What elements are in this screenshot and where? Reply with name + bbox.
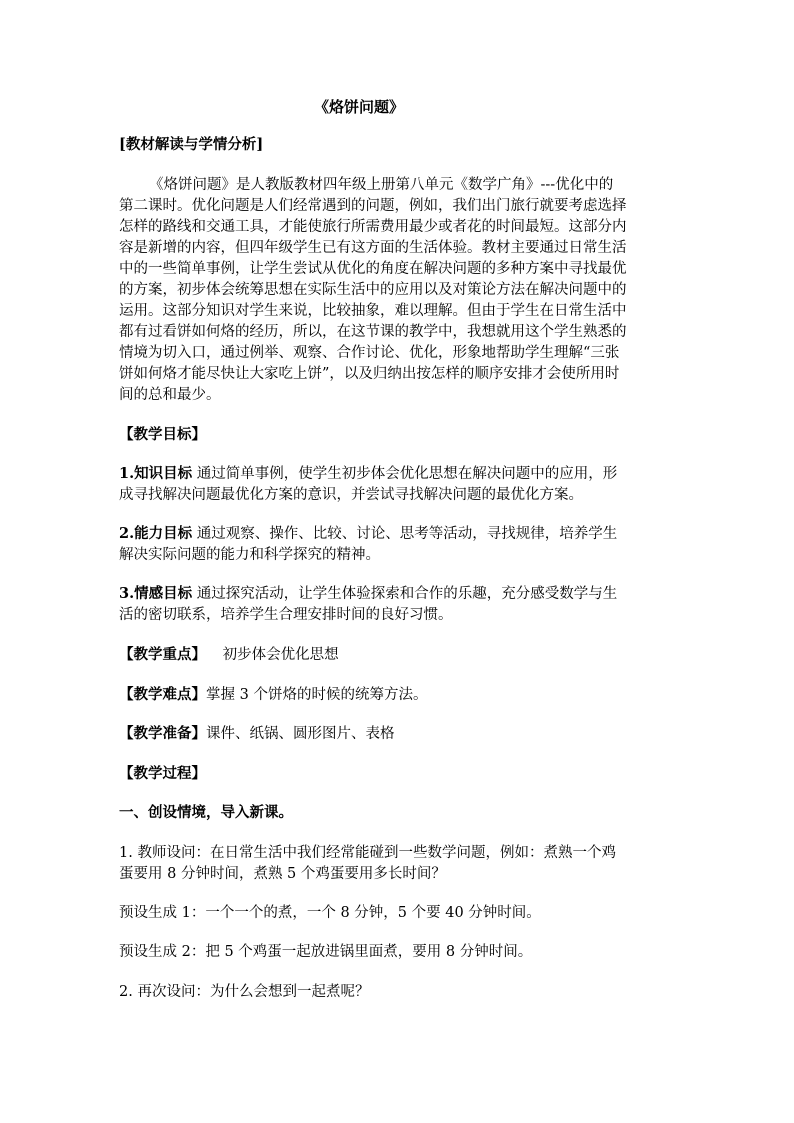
analysis-heading: [教材解读与学情分析] bbox=[119, 136, 264, 153]
analysis-line: 饼如何烙才能尽快让大家吃上饼”，以及归纳出按怎样的顺序安排才会使所用时 bbox=[119, 366, 620, 382]
answer-2: 预设生成 2：把 5 个鸡蛋一起放进锅里面煮，要用 8 分钟时间。 bbox=[119, 944, 533, 960]
analysis-line: 都有过看饼如何烙的经历，所以，在这节课的教学中，我想就用这个学生熟悉的 bbox=[119, 324, 627, 340]
goal-item bbox=[119, 525, 617, 543]
analysis-line: 间的总和最少。 bbox=[119, 387, 221, 403]
goals-heading: 【教学目标】 bbox=[119, 426, 206, 443]
goal-label: 3.情感目标 bbox=[119, 585, 193, 602]
goal-label: 2.能力目标 bbox=[119, 525, 193, 542]
analysis-line: 的方案，初步体会统筹思想在实际生活中的应用以及对策论方法在解决问题中的 bbox=[119, 282, 627, 298]
process-heading: 【教学过程】 bbox=[119, 765, 206, 782]
question-1: 1. 教师设问：在日常生活中我们经常能碰到一些数学问题，例如：煮熟一个鸡 bbox=[119, 845, 616, 861]
goal-item bbox=[119, 465, 617, 483]
goal-item bbox=[119, 585, 617, 603]
difficulty-text: 掌握 3 个饼烙的时候的统筹方法。 bbox=[206, 687, 428, 703]
key-point-label: 【教学重点】 bbox=[119, 646, 206, 663]
difficulty-label: 【教学难点】 bbox=[119, 686, 206, 703]
goal-text: 通过观察、操作、比较、讨论、思考等活动，寻找规律，培养学生 bbox=[196, 526, 618, 542]
question-1-cont: 蛋要用 8 分钟时间，煮熟 5 个鸡蛋要用多长时间？ bbox=[119, 866, 446, 882]
analysis-line: 中的一些简单事例，让学生尝试从优化的角度在解决问题的多种方案中寻找最优 bbox=[119, 261, 627, 277]
preparation-text: 课件、纸锅、圆形图片、表格 bbox=[206, 726, 395, 742]
goal-text: 通过简单事例，使学生初步体会优化思想在解决问题中的应用，形 bbox=[196, 466, 618, 482]
analysis-line: 运用。这部分知识对学生来说，比较抽象，难以理解。但由于学生在日常生活中 bbox=[119, 303, 627, 319]
question-2: 2. 再次设问：为什么会想到一起煮呢？ bbox=[119, 984, 370, 1000]
goal-text-cont: 活的密切联系，培养学生合理安排时间的良好习惯。 bbox=[119, 607, 453, 623]
goal-text-cont: 解决实际问题的能力和科学探究的精神。 bbox=[119, 547, 380, 563]
analysis-line: 怎样的路线和交通工具，才能使旅行所需费用最少或者花的时间最短。这部分内 bbox=[119, 219, 627, 235]
analysis-line: 第二课时。优化问题是人们经常遇到的问题，例如，我们出门旅行就要考虑选择 bbox=[119, 198, 627, 214]
key-point bbox=[119, 646, 339, 664]
analysis-line: 情境为切入口，通过例举、观察、合作讨论、优化，形象地帮助学生理解“三张 bbox=[119, 345, 620, 361]
part1-heading: 一、创设情境，导入新课。 bbox=[119, 804, 293, 821]
goal-text: 通过探究活动，让学生体验探索和合作的乐趣，充分感受数学与生 bbox=[196, 586, 618, 602]
preparation bbox=[119, 725, 395, 743]
analysis-line: 容是新增的内容，但四年级学生已有这方面的生活体验。教材主要通过日常生活 bbox=[119, 240, 627, 256]
goal-label: 1.知识目标 bbox=[119, 465, 193, 482]
key-point-text: 初步体会优化思想 bbox=[222, 647, 339, 663]
goal-text-cont: 成寻找解决问题最优化方案的意识，并尝试寻找解决问题的最优化方案。 bbox=[119, 487, 583, 503]
preparation-label: 【教学准备】 bbox=[119, 725, 206, 742]
answer-1: 预设生成 1：一个一个的煮，一个 8 分钟，5 个要 40 分钟时间。 bbox=[119, 905, 541, 921]
difficulty bbox=[119, 686, 427, 704]
document-title: 《烙饼问题》 bbox=[314, 98, 405, 116]
analysis-line: 《烙饼问题》是人教版教材四年级上册第八单元《数学广角》---优化中的 bbox=[149, 177, 614, 193]
